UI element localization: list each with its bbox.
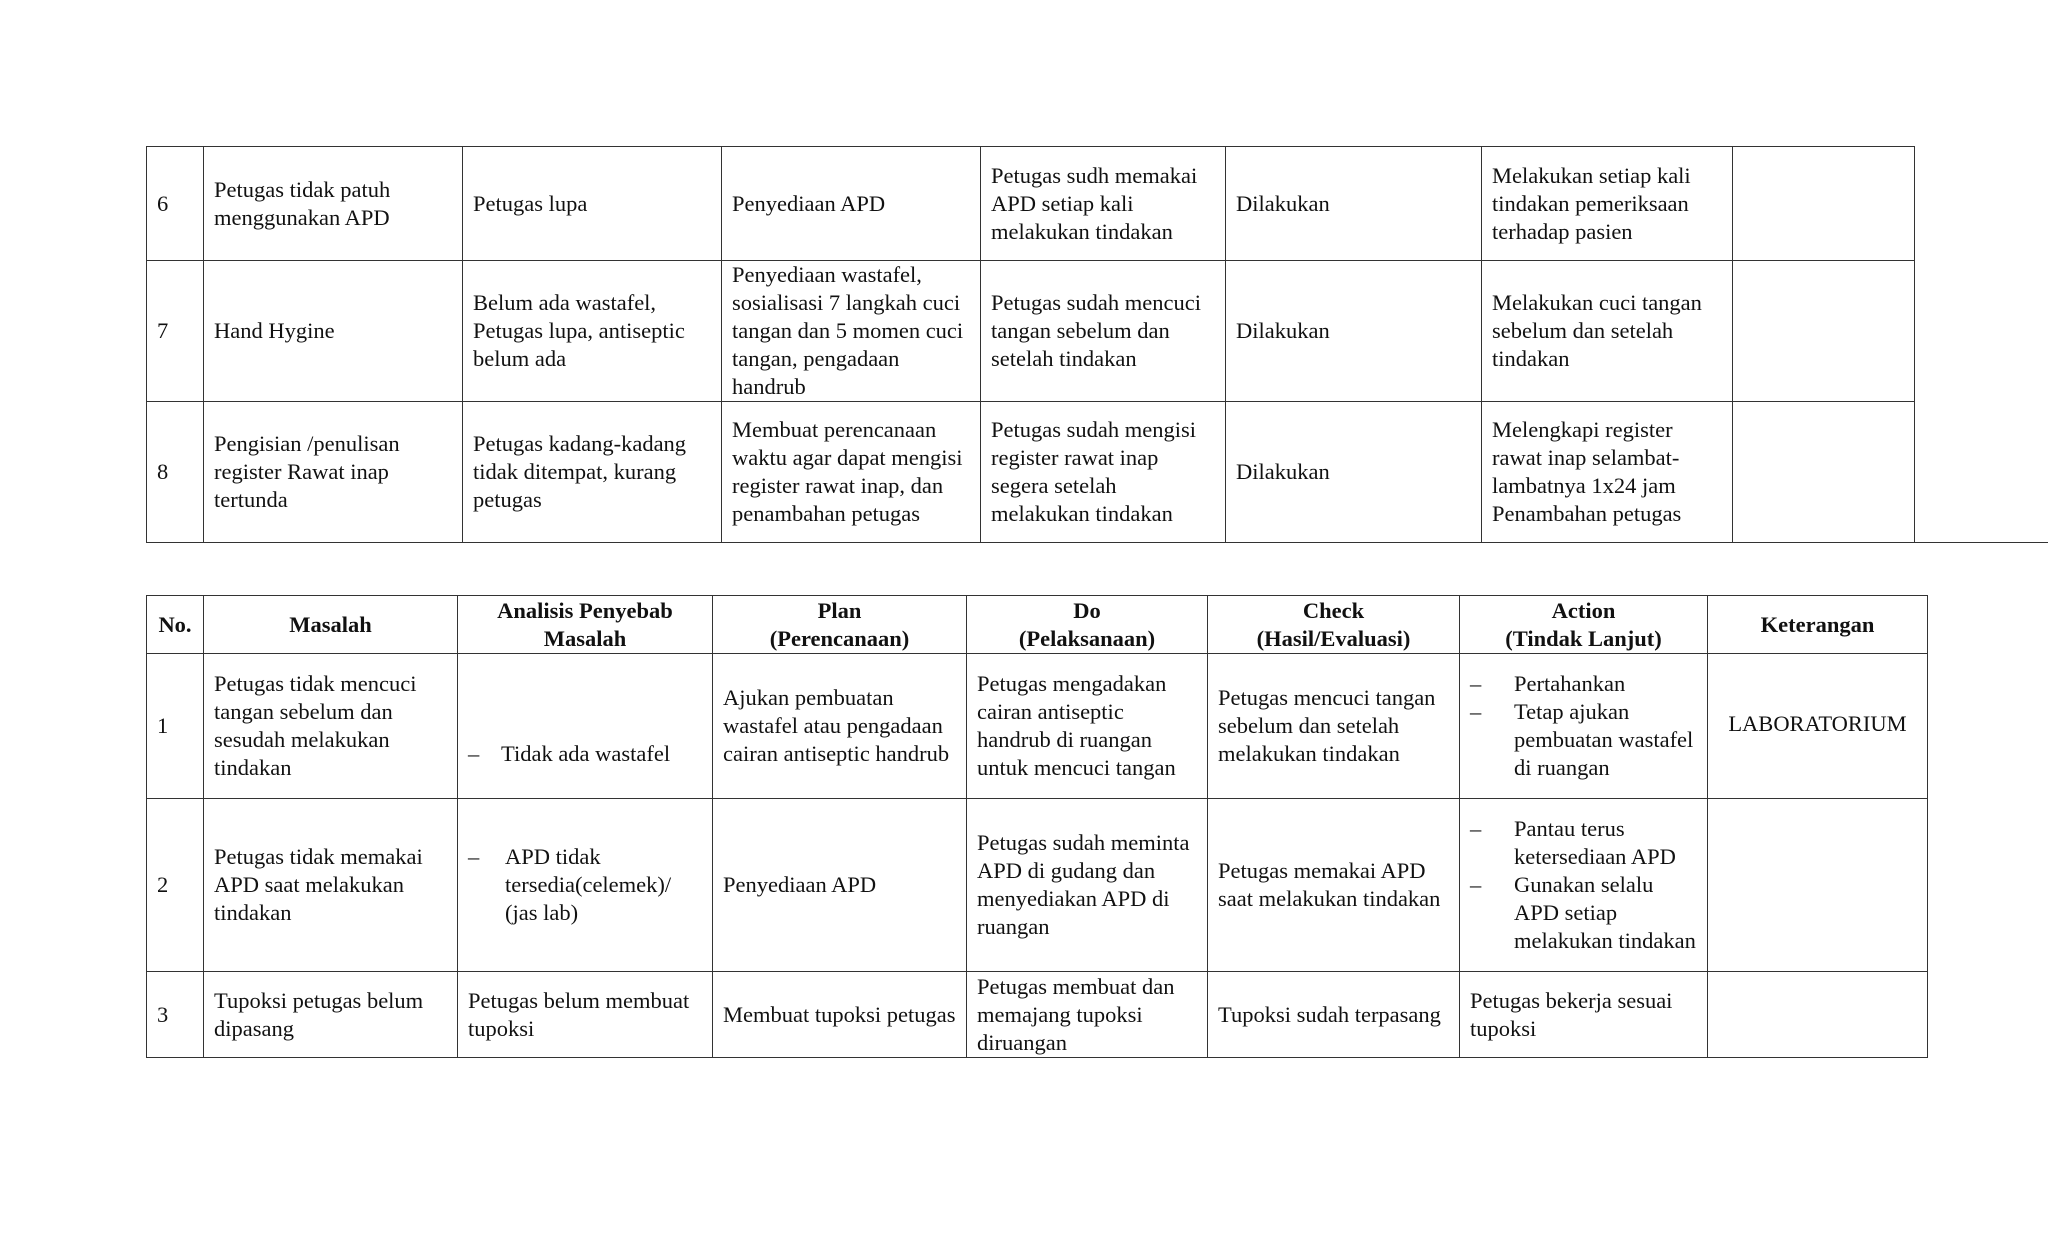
list-item: – Pantau terus ketersediaan APD xyxy=(1470,815,1697,871)
table-continued xyxy=(146,146,1915,543)
keterangan-cell xyxy=(1733,402,1915,543)
header-plan xyxy=(713,596,967,654)
do-cell: Petugas sudah meminta APD di gudang dan menyediakan APD di ruangan xyxy=(967,799,1208,972)
keterangan-cell xyxy=(1708,972,1928,1058)
header-plan-subtitle: (Perencanaan) xyxy=(769,625,910,651)
analisis-cell: Belum ada wastafel, Petugas lupa, antiseptic belum ada xyxy=(463,261,722,402)
check-cell: Dilakukan xyxy=(1226,402,1482,543)
plan-cell: Penyediaan APD xyxy=(713,799,967,972)
header-check-title: Check xyxy=(1302,597,1365,623)
masalah-cell: Tupoksi petugas belum dipasang xyxy=(204,972,458,1058)
masalah-cell: Petugas tidak patuh menggunakan APD xyxy=(204,147,463,261)
analisis-list xyxy=(468,843,702,927)
masalah-cell: Pengisian /penulisan register Rawat inap tertunda xyxy=(204,402,463,543)
header-check-subtitle: (Hasil/Evaluasi) xyxy=(1256,625,1411,651)
table-row xyxy=(147,147,1915,261)
table-row xyxy=(147,654,1928,799)
header-action-title: Action xyxy=(1551,597,1616,623)
list-item: – Gunakan selalu APD setiap melakukan tindakan xyxy=(1470,871,1697,955)
check-cell: Tupoksi sudah terpasang xyxy=(1208,972,1460,1058)
header-no: No. xyxy=(147,596,204,654)
analisis-cell: Petugas lupa xyxy=(463,147,722,261)
action-cell xyxy=(1460,654,1708,799)
plan-cell: Membuat perencanaan waktu agar dapat mengisi register rawat inap, dan penambahan petugas xyxy=(722,402,981,543)
action-cell: Melakukan setiap kali tindakan pemeriksaan terhadap pasien xyxy=(1482,147,1733,261)
analisis-cell: Petugas belum membuat tupoksi xyxy=(458,972,713,1058)
do-cell: Petugas sudah mencuci tangan sebelum dan setelah tindakan xyxy=(981,261,1226,402)
header-do xyxy=(967,596,1208,654)
header-action xyxy=(1460,596,1708,654)
plan-cell: Membuat tupoksi petugas xyxy=(713,972,967,1058)
action-list xyxy=(1470,670,1697,782)
keterangan-cell: LABORATORIUM xyxy=(1708,654,1928,799)
do-cell: Petugas mengadakan cairan antiseptic handrub di ruangan untuk mencuci tangan xyxy=(967,654,1208,799)
analisis-cell: Petugas kadang-kadang tidak ditempat, kurang petugas xyxy=(463,402,722,543)
list-item: – Pertahankan xyxy=(1470,670,1697,698)
action-cell xyxy=(1460,799,1708,972)
list-item: – APD tidak tersedia(celemek)/ (jas lab) xyxy=(468,843,702,927)
action-cell: Melengkapi register rawat inap selambat-lambatnya 1x24 jam Penambahan petugas xyxy=(1482,402,1733,543)
header-check xyxy=(1208,596,1460,654)
row-number: 2 xyxy=(147,799,204,972)
table-header-row xyxy=(147,596,1928,654)
action-list xyxy=(1470,815,1697,955)
plan-cell: Ajukan pembuatan wastafel atau pengadaan cairan antiseptic handrub xyxy=(713,654,967,799)
analisis-cell xyxy=(458,654,713,799)
masalah-cell: Petugas tidak mencuci tangan sebelum dan sesudah melakukan tindakan xyxy=(204,654,458,799)
row-number: 1 xyxy=(147,654,204,799)
action-cell: Petugas bekerja sesuai tupoksi xyxy=(1460,972,1708,1058)
check-cell: Petugas mencuci tangan sebelum dan setelah melakukan tindakan xyxy=(1208,654,1460,799)
masalah-cell: Petugas tidak memakai APD saat melakukan tindakan xyxy=(204,799,458,972)
plan-cell: Penyediaan wastafel, sosialisasi 7 langkah cuci tangan dan 5 momen cuci tangan, pengadaan handrub xyxy=(722,261,981,402)
header-plan-title: Plan xyxy=(817,597,862,623)
analisis-cell xyxy=(458,799,713,972)
check-cell: Petugas memakai APD saat melakukan tindakan xyxy=(1208,799,1460,972)
plan-cell: Penyediaan APD xyxy=(722,147,981,261)
check-cell: Dilakukan xyxy=(1226,261,1482,402)
do-cell: Petugas membuat dan memajang tupoksi diruangan xyxy=(967,972,1208,1058)
row-number: 3 xyxy=(147,972,204,1058)
list-item: – Tidak ada wastafel xyxy=(468,740,702,768)
keterangan-cell xyxy=(1733,261,1915,402)
check-cell: Dilakukan xyxy=(1226,147,1482,261)
action-cell: Melakukan cuci tangan sebelum dan setelah tindakan xyxy=(1482,261,1733,402)
header-analisis: Analisis Penyebab Masalah xyxy=(458,596,713,654)
do-cell: Petugas sudh memakai APD setiap kali melakukan tindakan xyxy=(981,147,1226,261)
masalah-cell: Hand Hygine xyxy=(204,261,463,402)
header-do-subtitle: (Pelaksanaan) xyxy=(1018,625,1156,651)
table-row xyxy=(147,799,1928,972)
analisis-list xyxy=(468,740,702,768)
table-row xyxy=(147,972,1928,1058)
row-number: 7 xyxy=(147,261,204,402)
do-cell: Petugas sudah mengisi register rawat inap segera setelah melakukan tindakan xyxy=(981,402,1226,543)
header-masalah: Masalah xyxy=(204,596,458,654)
header-do-title: Do xyxy=(1073,597,1101,623)
table-row xyxy=(147,261,1915,402)
keterangan-cell xyxy=(1733,147,1915,261)
row-number: 6 xyxy=(147,147,204,261)
pdca-table xyxy=(146,595,1928,1058)
row-number: 8 xyxy=(147,402,204,543)
header-action-subtitle: (Tindak Lanjut) xyxy=(1505,625,1662,651)
list-item: – Tetap ajukan pembuatan wastafel di ruangan xyxy=(1470,698,1697,782)
keterangan-cell xyxy=(1708,799,1928,972)
table-border-extension xyxy=(1914,542,2048,543)
table-row xyxy=(147,402,1915,543)
header-keterangan: Keterangan xyxy=(1708,596,1928,654)
